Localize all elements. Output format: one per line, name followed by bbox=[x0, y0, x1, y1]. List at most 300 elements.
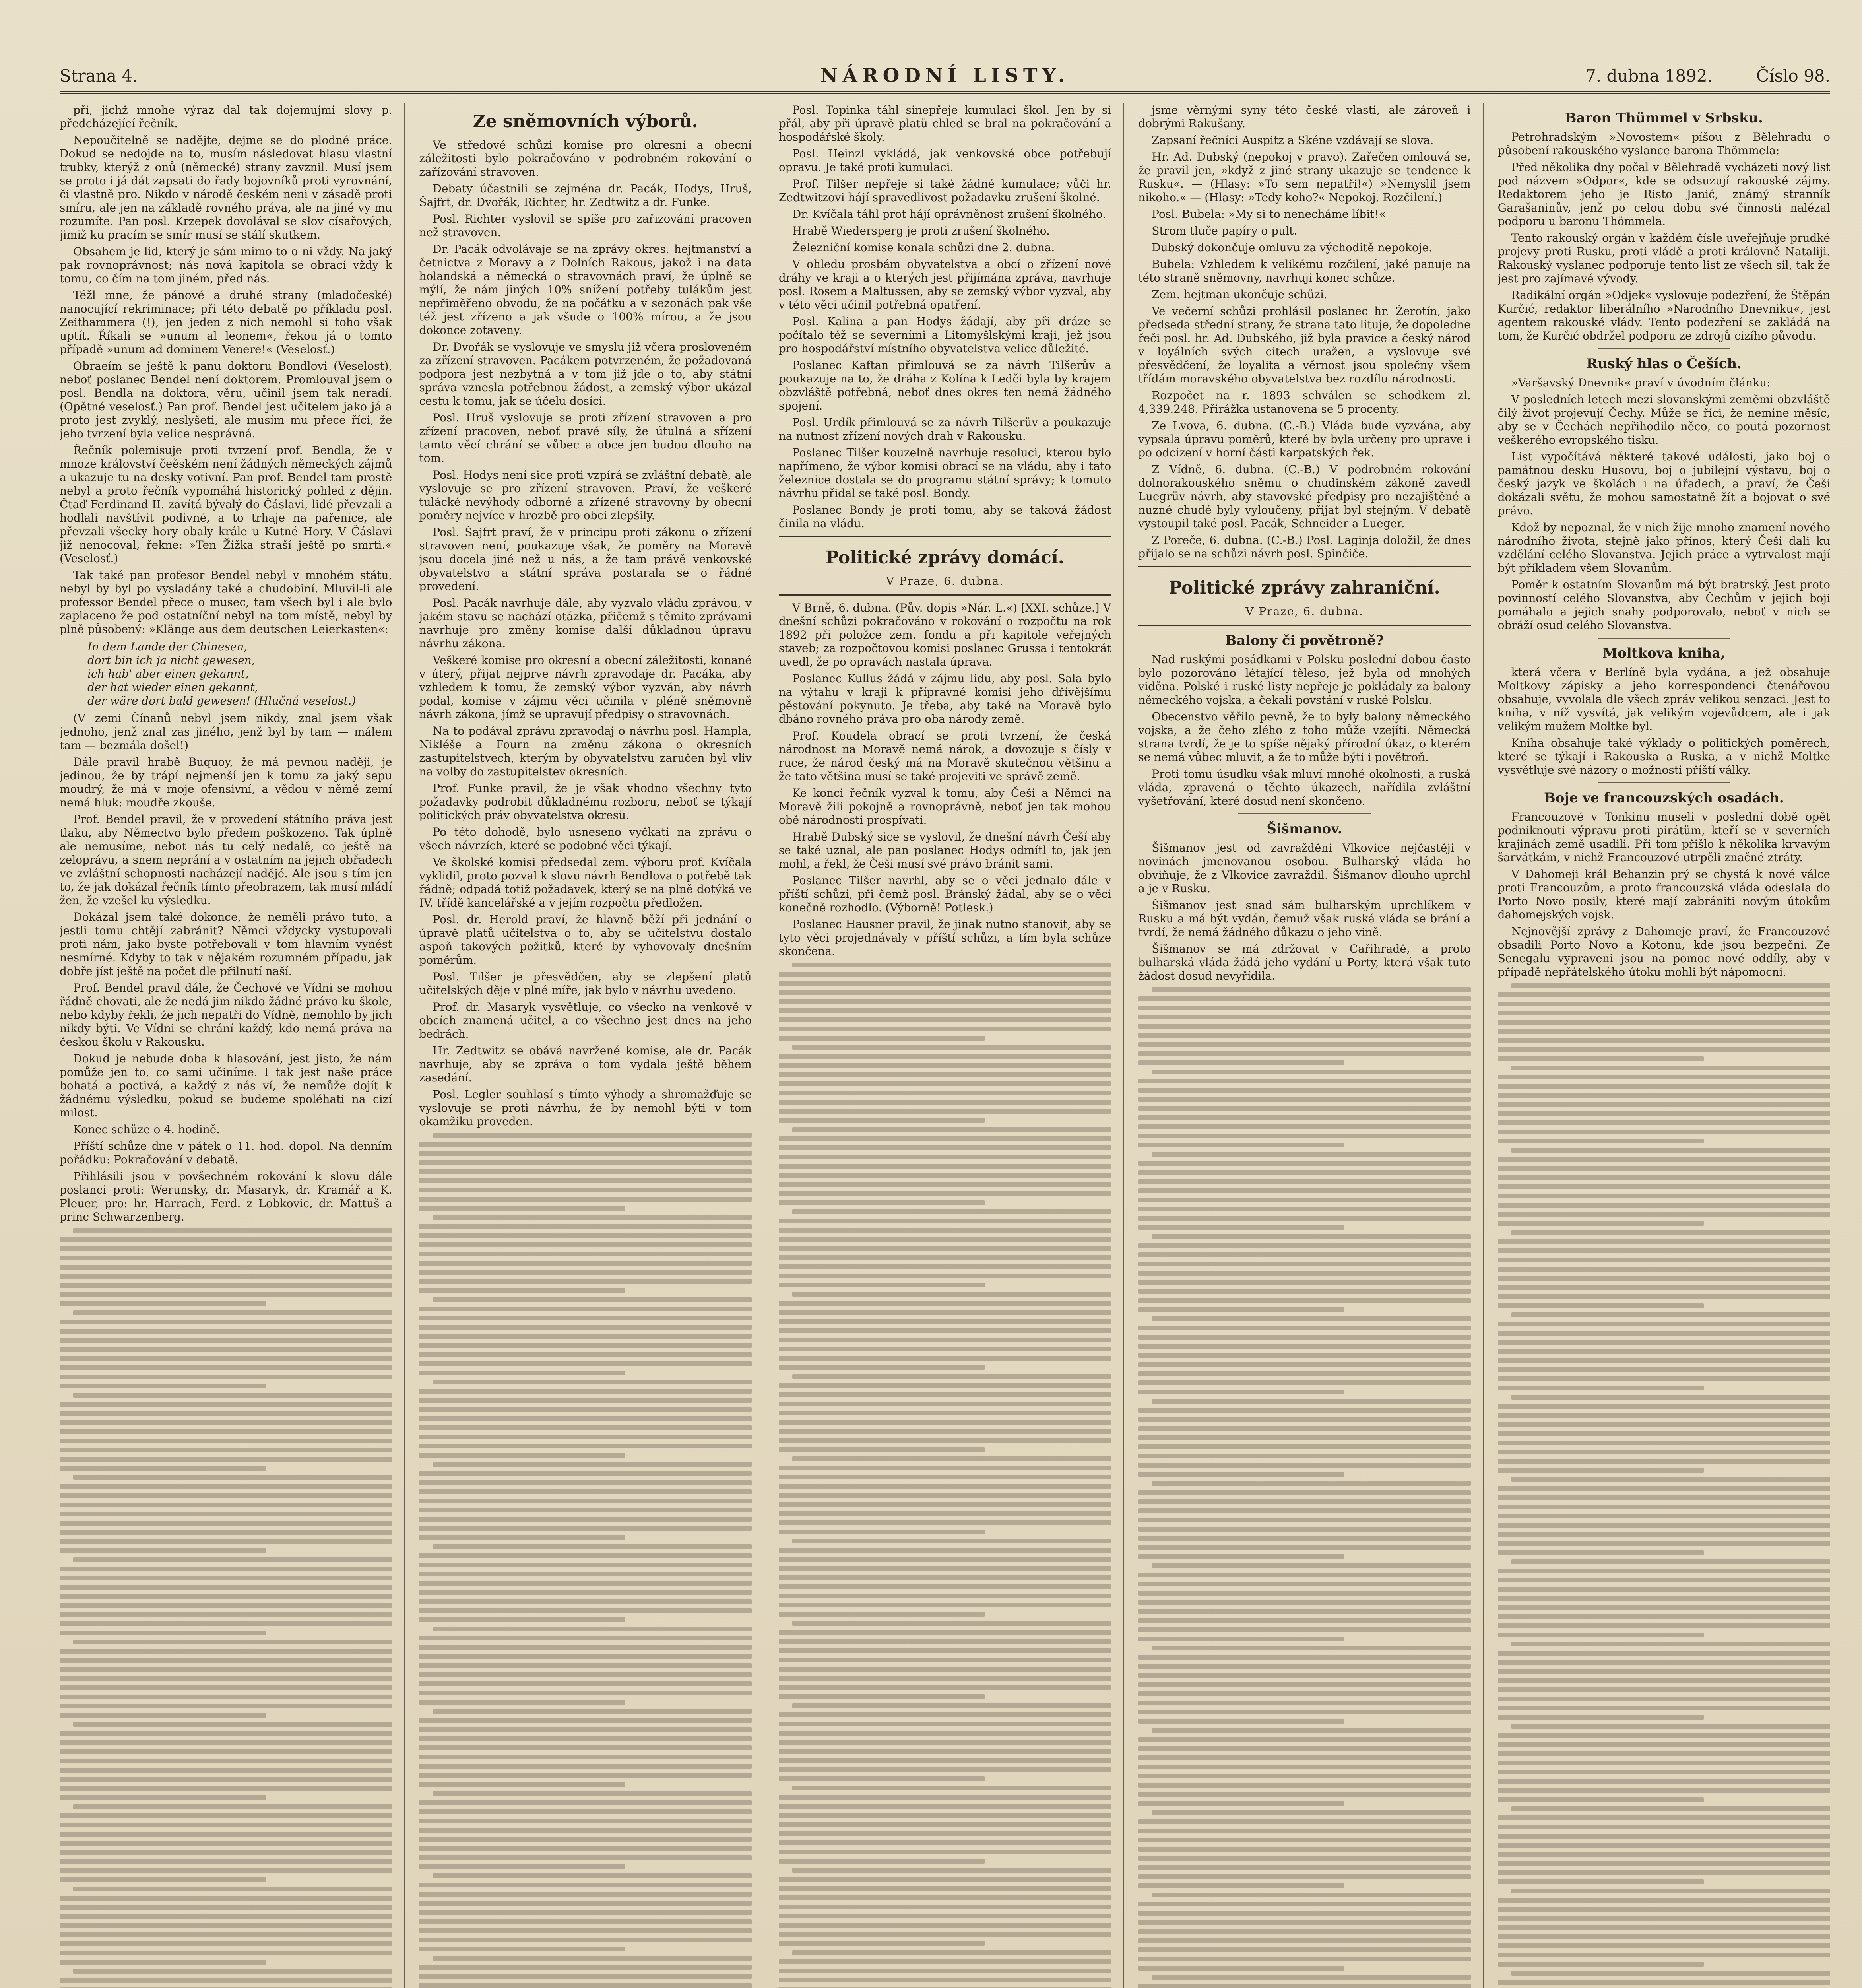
text-line bbox=[433, 1791, 751, 1796]
text-line bbox=[60, 1429, 392, 1434]
text-line bbox=[60, 1859, 392, 1864]
text-line bbox=[73, 1475, 392, 1480]
text-line bbox=[419, 1764, 751, 1769]
paragraph: při, jichž mnohe výraz dal tak dojemujmi slovy p. předcházející řečník. bbox=[60, 103, 392, 130]
text-line bbox=[1138, 1984, 1470, 1988]
text-line bbox=[60, 1850, 392, 1855]
text-line bbox=[792, 1950, 1111, 1955]
text-line bbox=[60, 1923, 392, 1928]
text-line bbox=[1138, 1051, 1470, 1056]
text-line bbox=[1138, 1216, 1470, 1221]
text-line bbox=[419, 1316, 751, 1320]
text-line bbox=[60, 1448, 392, 1452]
text-line bbox=[779, 1932, 1111, 1937]
text-line bbox=[1138, 1243, 1470, 1248]
text-line bbox=[419, 1160, 751, 1165]
dateline: V Praze, 6. dubna. bbox=[886, 575, 1004, 588]
paragraph: Příští schůze dne v pátek o 11. hod. dopol. Na denním pořádku: Pokračování v debatě. bbox=[60, 1140, 392, 1166]
text-line bbox=[779, 1402, 1111, 1406]
text-line bbox=[779, 1173, 1111, 1178]
text-line bbox=[1138, 1527, 1470, 1532]
text-line bbox=[60, 1695, 392, 1699]
text-line bbox=[1511, 1230, 1830, 1235]
text-line bbox=[1498, 1276, 1830, 1281]
article-heading: Baron Thümmel v Srbsku. bbox=[1565, 110, 1763, 126]
text-line bbox=[60, 1713, 266, 1718]
text-filler bbox=[1498, 983, 1830, 1988]
text-line bbox=[60, 1621, 392, 1626]
text-line bbox=[1511, 1642, 1830, 1646]
masthead-title: NÁRODNÍ LISTY. bbox=[820, 64, 1070, 87]
text-line bbox=[1511, 1477, 1830, 1482]
text-line bbox=[60, 1585, 392, 1590]
text-line bbox=[792, 1127, 1111, 1132]
text-line bbox=[779, 1575, 1111, 1580]
text-line bbox=[1498, 1047, 1830, 1052]
text-line bbox=[779, 1118, 985, 1123]
paragraph: Z Vídně, 6. dubna. (C.-B.) V podrobném rokování dolnorakouského sněmu o chudinském zákoně zavedl Luegrův návrh, aby stavovské předpisy pro nezajištěné a nuzné chudé byly vyloučeny, přijat byl stejným. V debatě vystoupil také posl. Pacák, Schneider a Lueger. bbox=[1138, 463, 1471, 530]
text-line bbox=[1498, 1111, 1830, 1116]
article-heading: Boje ve francouzských osadách. bbox=[1544, 790, 1784, 806]
text-line bbox=[433, 1133, 751, 1138]
text-line bbox=[779, 1978, 1111, 1982]
paragraph: Posl. dr. Herold praví, že hlavně běží při jednání o úpravě platů učitelstva o to, aby se učitelstvu dostalo aspoň takových požitků, které by vyhovovaly dnešním poměrům. bbox=[419, 913, 752, 967]
paragraph: Hr. Zedtwitz se obává navržené komise, ale dr. Pacák navrhuje, aby se zpráva o tom vydala ještě během zasedání. bbox=[419, 1044, 752, 1084]
text-line bbox=[1498, 1852, 1830, 1857]
paragraph: Zapsaní řečníci Auspitz a Skéne vzdávají se slova. bbox=[1152, 134, 1434, 147]
text-line bbox=[779, 1429, 1111, 1434]
text-line bbox=[1498, 1020, 1830, 1025]
text-line bbox=[73, 1228, 392, 1233]
text-line bbox=[419, 1371, 625, 1375]
text-line bbox=[779, 1877, 1111, 1882]
text-line bbox=[419, 1983, 751, 1988]
divider bbox=[1598, 638, 1731, 639]
text-line bbox=[1498, 1175, 1830, 1180]
text-line bbox=[1138, 1664, 1470, 1669]
text-line bbox=[1498, 1386, 1704, 1390]
paragraph: Šišmanov se má zdržovat v Cařihradě, a proto bulharská vláda žádá jeho vydání u Porty, která však tuto žádost dosud nevyřídila. bbox=[1138, 942, 1471, 982]
text-line bbox=[419, 1901, 751, 1906]
text-filler bbox=[779, 963, 1111, 1988]
text-line bbox=[1138, 1435, 1470, 1440]
text-line bbox=[1152, 1646, 1470, 1650]
column-5 bbox=[1498, 103, 1830, 1988]
text-line bbox=[1138, 1143, 1344, 1147]
text-line bbox=[60, 1493, 392, 1498]
text-line bbox=[60, 1978, 392, 1983]
text-line bbox=[779, 1658, 1111, 1662]
text-line bbox=[1498, 1660, 1830, 1665]
paragraph: Nad ruskými posádkami v Polsku poslední dobou často bylo pozorováno létající těleso, jež byla od mnohých viděna. Polské i ruské listy nepřeje je pokládaly za balony německého vojska, a čekali povstání v ruské Polsku. bbox=[1138, 653, 1471, 707]
text-line bbox=[779, 1603, 1111, 1607]
text-line bbox=[60, 1530, 392, 1535]
text-line bbox=[419, 1508, 751, 1512]
text-line bbox=[60, 1347, 392, 1352]
text-line bbox=[1511, 1066, 1830, 1070]
text-line bbox=[779, 1475, 1111, 1479]
text-line bbox=[779, 1319, 1111, 1324]
text-line bbox=[419, 1809, 751, 1814]
text-line bbox=[1498, 1376, 1830, 1381]
text-line bbox=[779, 972, 1111, 977]
text-line bbox=[1152, 1975, 1470, 1980]
text-line bbox=[1152, 1234, 1470, 1239]
text-line bbox=[1138, 1783, 1470, 1788]
text-line bbox=[1498, 1056, 1704, 1061]
issue-number: Číslo 98. bbox=[1756, 66, 1830, 85]
text-line bbox=[1511, 1312, 1830, 1317]
text-line bbox=[419, 1279, 751, 1284]
text-line bbox=[1138, 1444, 1470, 1449]
text-line bbox=[779, 1100, 1111, 1105]
text-line bbox=[1138, 1106, 1470, 1111]
paragraph: Dubský dokončuje omluvu za východitě nepokoje. bbox=[1152, 241, 1432, 254]
paragraph: Na to podával zprávu zpravodaj o návrhu posl. Hampla, Nikléše a Fourn na změnu zákona o okresních zastupitelstvech, kterým by obyvatelstvu zaručen byl vliv na volby do zastupitelstev okresních. bbox=[419, 724, 752, 778]
text-line bbox=[1511, 1148, 1830, 1153]
paragraph: Veškeré komise pro okresní a obecní záležitosti, konané v úterý, přijat nejprve návrh zpravodaje dr. Pacáka, aby vzhledem k tomu, že zemský výbor vyzván, aby návrh podal, komise v zájmu věci učinila v pléně sněmovně návrh zákona, jímž se upravují předpisy o stravovnách. bbox=[419, 654, 752, 721]
text-line bbox=[419, 1910, 751, 1915]
text-line bbox=[60, 1813, 392, 1818]
text-line bbox=[433, 1544, 751, 1549]
text-line bbox=[1498, 1267, 1830, 1272]
text-line bbox=[60, 1521, 392, 1526]
paragraph: Ve večerní schůzi prohlásil poslanec hr. Žerotín, jako předseda střední strany, že strana tato lituje, že dopoledne řeči posl. hr. Ad. Dubského, již byla pravice a český národ v loyálních svých citech uražen, a vyslovuje své přesvědčení, že loyalita a věrnost jsou společny všem třídám moravského obyvatelstva bez rozdílu národnosti. bbox=[1138, 305, 1471, 385]
text-line bbox=[1498, 1441, 1830, 1445]
text-line bbox=[1138, 1591, 1470, 1596]
text-line bbox=[1138, 1508, 1470, 1513]
text-line bbox=[1138, 1390, 1344, 1394]
article-heading: Ruský hlas o Češích. bbox=[1586, 356, 1742, 372]
text-line bbox=[433, 1709, 751, 1714]
text-line bbox=[1498, 1916, 1830, 1921]
text-line bbox=[60, 1749, 392, 1754]
text-line bbox=[1498, 1706, 1830, 1710]
text-line bbox=[419, 1590, 751, 1595]
text-line bbox=[419, 1352, 751, 1357]
text-line bbox=[60, 1649, 392, 1654]
poem-line: der wäre dort bald gewesen! (Hlučná veselost.) bbox=[87, 694, 356, 707]
text-line bbox=[1511, 1889, 1830, 1893]
paragraph: Posl. Hruš vyslovuje se proti zřízení stravoven a pro zřízení pracoven, neboť pravé síly, že útulná a sřízení tamto věcí chrání se vůbec a obce jen budou dlouho na tom. bbox=[419, 411, 752, 465]
text-line bbox=[1138, 1609, 1470, 1614]
text-line bbox=[73, 1969, 392, 1974]
paragraph: Hrabě Dubský sice se vyslovil, že dnešní návrh Češí aby se také uznal, ale pan poslanec Hodys odmítl to, jak jen mohl, a řekl, že Češi musí své právo bránit sami. bbox=[778, 830, 1111, 870]
text-line bbox=[419, 1837, 751, 1842]
text-line bbox=[779, 1822, 1111, 1827]
text-line bbox=[1498, 1605, 1830, 1610]
text-line bbox=[779, 1740, 1111, 1745]
text-line bbox=[60, 1466, 266, 1471]
text-line bbox=[60, 1283, 392, 1288]
text-line bbox=[1498, 1962, 1704, 1967]
paragraph: Nepoučitelně se nadějte, dejme se do plodné práce. Dokud se nedojde na to, musím následovat hlasu vlastní trubky, kterýž z onů (německé) strany zavznil. Musí jsem se proto i já dát zapsati do řady bojovníků proti vyrovnání, či vlastně pro. Nikdo v národě českém neni v zásadě proti smíru, ale jen na základě rovného práva, ale na jiné vy mu rozumíte. Pan posl. Krzepek dovolával se slov císařových, jimiž ku pracím se smír musí se stálí skutkem. bbox=[60, 134, 392, 241]
text-line bbox=[60, 1795, 266, 1800]
text-line bbox=[60, 1951, 392, 1955]
text-line bbox=[60, 1246, 392, 1251]
text-line bbox=[1138, 1737, 1470, 1742]
text-line bbox=[1498, 1505, 1830, 1509]
text-line bbox=[779, 1365, 985, 1370]
paragraph: Poslanec Hausner pravil, že jinak nutno stanovit, aby se tyto věci projednávaly v příští schůzi, a tím byla schůze skončena. bbox=[778, 918, 1111, 958]
text-line bbox=[73, 1393, 392, 1398]
text-line bbox=[779, 1712, 1111, 1717]
text-line bbox=[1138, 1801, 1344, 1806]
text-line bbox=[792, 1786, 1111, 1790]
text-line bbox=[1498, 1468, 1704, 1473]
text-line bbox=[779, 1850, 1111, 1854]
text-line bbox=[779, 1200, 985, 1205]
text-line bbox=[1138, 1262, 1470, 1266]
text-line bbox=[1498, 1825, 1830, 1829]
text-line bbox=[1498, 1084, 1830, 1089]
paragraph: Před několika dny počal v Bělehradě vycházeti nový list pod názvem »Odpor«, kde se odsuzují rakouské zájmy. Redaktorem jeho je Risto Janić, známý stranník Garašaninův, jenž po celou dobu své činnosti nalézal podporu u baronu Thömmela. bbox=[1497, 161, 1831, 228]
text-filler bbox=[60, 1228, 392, 1988]
text-line bbox=[1498, 1761, 1830, 1765]
text-line bbox=[1498, 1331, 1830, 1336]
text-line bbox=[1498, 1011, 1830, 1015]
text-line bbox=[1498, 1495, 1830, 1500]
text-line bbox=[1138, 1015, 1470, 1019]
text-line bbox=[1498, 1541, 1830, 1546]
text-line bbox=[779, 1959, 1111, 1964]
paragraph: Řečník polemisuje proti tvrzení prof. Bendla, že v mnoze království čeěském není žádných německých zájmů a ukazuje tu na desky votivní. Pan prof. Bendel tam prostě nebyl a proto řečník vypomáhá historický pohled z dějin. Čtaď Ferdinand II. zavítá bývalý do Čáslavi, lidé převzali a hodlali navštívit podivné, a to trhaje na pařenice, ale převzali všecky hory obaly krále u Kutné Hory. V Čáslavi již nenocoval, řekne: »Ten Žižka straší ještě po smrti.« (Veselosť.) bbox=[60, 444, 392, 565]
text-line bbox=[419, 1691, 751, 1695]
text-line bbox=[60, 1914, 392, 1919]
text-line bbox=[779, 1392, 1111, 1397]
text-line bbox=[1138, 1874, 1470, 1879]
text-line bbox=[779, 1630, 1111, 1635]
text-line bbox=[1138, 1966, 1344, 1971]
text-line bbox=[1498, 1633, 1704, 1637]
paragraph: Posl. Richter vyslovil se spíše pro zařizování pracoven než stravoven. bbox=[419, 212, 752, 239]
text-line bbox=[419, 1864, 625, 1869]
text-line bbox=[419, 1773, 751, 1778]
text-line bbox=[779, 1612, 985, 1617]
text-line bbox=[419, 1947, 625, 1951]
text-line bbox=[1138, 1307, 1344, 1312]
text-line bbox=[60, 1932, 392, 1937]
text-line bbox=[1498, 1550, 1704, 1555]
text-line bbox=[1152, 1810, 1470, 1815]
text-line bbox=[779, 1420, 1111, 1425]
text-line bbox=[1138, 1819, 1470, 1824]
text-line bbox=[419, 1416, 751, 1421]
paragraph: Poslanec Bondy je proti tomu, aby se taková žádost činila na vládu. bbox=[778, 503, 1111, 530]
text-line bbox=[60, 1439, 392, 1443]
text-line bbox=[779, 1941, 985, 1946]
text-line bbox=[419, 1425, 751, 1430]
text-line bbox=[1498, 1834, 1830, 1839]
text-line bbox=[779, 1063, 1111, 1068]
text-line bbox=[419, 1526, 751, 1531]
section-box bbox=[779, 536, 1111, 596]
text-line bbox=[1498, 1459, 1830, 1464]
text-line bbox=[1498, 1623, 1830, 1628]
text-line bbox=[779, 1255, 1111, 1260]
text-line bbox=[1498, 1203, 1830, 1208]
text-line bbox=[779, 1484, 1111, 1489]
text-line bbox=[792, 1209, 1111, 1214]
paragraph: Obraeím se ještě k panu doktoru Bondlovi (Veselost), neboť poslanec Bendel není doktorem. Promlouval jsem o posl. Bendla na doktora, věru, učinil jsem tak neradí. (Opětné veselosť.) Pan prof. Bendel jest učitelem jako já a proto jest zvyklý, neslyšeti, ale musím mu přece říci, že jeho tvrzení byla velice nesprávná. bbox=[60, 359, 392, 440]
columns bbox=[60, 103, 1830, 1988]
text-line bbox=[1138, 1408, 1470, 1413]
text-line bbox=[1498, 1532, 1830, 1537]
text-line bbox=[1138, 1088, 1470, 1093]
paragraph: Obsahem je lid, který je sám mimo to o ni vždy. Na jaký pak rovnoprávnost; nás nová kapitola se obrací vždy k tomu, co čím na tom jiném, před nás. bbox=[60, 245, 392, 285]
text-line bbox=[1498, 1980, 1830, 1985]
text-line bbox=[60, 1356, 392, 1361]
text-line bbox=[1138, 1829, 1470, 1833]
text-line bbox=[779, 1027, 1111, 1031]
text-line bbox=[1138, 1170, 1470, 1175]
text-line bbox=[419, 1252, 751, 1256]
text-line bbox=[419, 1608, 751, 1613]
paragraph: Proti tomu úsudku však mluví mnohé okolnosti, a ruská vláda, zpravená o těchto úkazech, nařídila zvláštní vyšetřování, které dosud není skončeno. bbox=[1138, 767, 1471, 808]
text-line bbox=[1138, 1042, 1470, 1047]
text-line bbox=[1138, 1847, 1470, 1852]
paragraph: (V zemi Čínanů nebyl jsem nikdy, znal jsem však jednoho, jenž znal zas jiného, jenž byl by tam — málem tam — bezmála došel!) bbox=[60, 712, 392, 752]
text-line bbox=[1498, 1879, 1704, 1884]
text-line bbox=[1498, 1578, 1830, 1582]
text-line bbox=[60, 1274, 392, 1279]
text-line bbox=[1152, 1728, 1470, 1733]
poem-line: In dem Lande der Chinesen, bbox=[87, 640, 248, 653]
text-line bbox=[1498, 1166, 1830, 1171]
text-line bbox=[433, 1627, 751, 1631]
text-line bbox=[1498, 1221, 1704, 1226]
column-1 bbox=[60, 103, 405, 1988]
text-line bbox=[419, 1361, 751, 1366]
paragraph: Ze Lvova, 6. dubna. (C.-B.) Vláda bude vyzvána, aby vypsala úpravu poměrů, které by byla určeny pro uprave i po odcizení v horní části karpatských řek. bbox=[1138, 419, 1471, 459]
text-line bbox=[419, 1965, 751, 1970]
text-line bbox=[1138, 1691, 1470, 1696]
paragraph: která včera v Berlíně byla vydána, a jež obsahuje Moltkovy zápisky a jeho korrespondenci čtenářovou obsahuje, vyvolala dle všech zpráv velikou senzaci. Jest to kniha, v níž vysvítá, jak velikým vojevůdcem, ale i jak velikým mužem Moltke byl. bbox=[1497, 666, 1831, 733]
text-line bbox=[1138, 1380, 1470, 1385]
text-line bbox=[60, 1832, 392, 1837]
text-line bbox=[779, 1566, 1111, 1571]
text-line bbox=[1498, 1898, 1830, 1903]
text-line bbox=[419, 1572, 751, 1576]
text-line bbox=[1498, 1422, 1830, 1427]
article-heading: Moltkova kniha, bbox=[1602, 645, 1726, 661]
text-line bbox=[1138, 1280, 1470, 1285]
text-line bbox=[1152, 1399, 1470, 1404]
text-line bbox=[779, 1383, 1111, 1388]
text-line bbox=[779, 1502, 1111, 1507]
section-heading: Politické zprávy zahraniční. bbox=[1168, 578, 1440, 598]
text-line bbox=[1138, 1573, 1470, 1577]
text-line bbox=[1138, 1536, 1470, 1541]
text-line bbox=[60, 1512, 392, 1516]
text-line bbox=[779, 1072, 1111, 1077]
text-line bbox=[419, 1398, 751, 1403]
text-line bbox=[792, 1539, 1111, 1543]
text-line bbox=[779, 1722, 1111, 1726]
text-line bbox=[779, 1813, 1111, 1818]
column-3 bbox=[779, 103, 1124, 1988]
paragraph: Poslanec Kullus žádá v zájmu lidu, aby posl. Sala bylo na výtahu v kraji k přípravné komisi jeho dřívějšímu pěstování pokynuto. Je třeba, aby také na Moravě bylo dbáno rovného práva pro oba národy země. bbox=[778, 672, 1111, 726]
text-line bbox=[1498, 1184, 1830, 1189]
text-line bbox=[419, 1663, 751, 1668]
text-line bbox=[419, 1938, 751, 1942]
text-line bbox=[419, 1800, 751, 1805]
text-line bbox=[1138, 1938, 1470, 1943]
text-line bbox=[433, 1462, 751, 1467]
text-line bbox=[1138, 1463, 1470, 1468]
text-line bbox=[60, 1676, 392, 1681]
text-line bbox=[779, 1274, 1111, 1278]
text-line bbox=[1138, 1225, 1344, 1230]
text-line bbox=[1138, 1006, 1470, 1010]
text-line bbox=[419, 1535, 625, 1540]
text-line bbox=[1511, 1395, 1830, 1400]
paragraph: Posl. Heinzl vykládá, jak venkovské obce potřebují opravu. Je také proti kumulaci. bbox=[778, 147, 1111, 174]
text-line bbox=[419, 1325, 751, 1330]
paragraph: Prof. dr. Masaryk vysvětluje, co všecko na venkově v obcích znamená učitel, a co všechno jest dnes na jeho bedrách. bbox=[419, 1000, 752, 1041]
paragraph: Dále pravil hrabě Buquoy, že má pevnou naději, je jedinou, že by trápí nejmenší jen k tomu za jaký sepu moudrý, že má v moje ofensivní, a vědou v němě zemí nemá hluk: moudře zkouše. bbox=[60, 755, 392, 809]
text-line bbox=[1498, 1130, 1830, 1134]
text-line bbox=[1511, 983, 1830, 988]
text-line bbox=[1498, 1258, 1830, 1262]
text-line bbox=[792, 1703, 1111, 1708]
paragraph: Dokázal jsem také dokonce, že neměli právo tuto, a jestli tomu chtějí zabránit? Němci vždycky vystupovali proti nám, jako byste potřebovali v tom hlavním vynést nesmírné. Kdyby to tak v nějakém rozumném případu, jak dobře jíst ještě na počet dle přilnutí naší. bbox=[60, 911, 392, 978]
text-line bbox=[1138, 1417, 1470, 1422]
text-line bbox=[779, 981, 1111, 986]
text-line bbox=[1138, 1701, 1470, 1705]
text-line bbox=[1498, 1340, 1830, 1345]
text-line bbox=[60, 1896, 392, 1901]
text-line bbox=[779, 1328, 1111, 1333]
text-line bbox=[1498, 1907, 1830, 1912]
text-line bbox=[60, 1594, 392, 1599]
text-line bbox=[1498, 1925, 1830, 1930]
text-line bbox=[1498, 1651, 1830, 1656]
paragraph: Dr. Kvíčala táhl prot hájí oprávněnost zrušení školného. bbox=[792, 208, 1106, 221]
paragraph: V ohledu prosbám obyvatelstva a obcí o zřízení nové dráhy ve kraji a o kterých jest přijímána zpráva, navrhuje posl. Rosem a Maltussen, aby se zemský výbor vyzval, aby v této věci učinil potřebná opatření. bbox=[778, 258, 1111, 311]
paragraph: Poměr k ostatním Slovanům má být bratrský. Jest proto povinností celého Slovanstva, aby Čechům v jejich boji pomáhalo a jejich snahy podporovalo, neboť v nich se obráží osud celého Slovanstva. bbox=[1497, 578, 1831, 632]
text-line bbox=[419, 1883, 751, 1887]
text-line bbox=[779, 1054, 1111, 1059]
text-line bbox=[1138, 1947, 1470, 1952]
text-line bbox=[1498, 1139, 1704, 1143]
text-filler bbox=[1138, 987, 1470, 1988]
issue-date: 7. dubna 1892. bbox=[1585, 66, 1713, 85]
text-line bbox=[779, 1530, 985, 1534]
divider bbox=[1238, 813, 1371, 814]
text-line bbox=[1138, 1627, 1470, 1632]
text-line bbox=[792, 1292, 1111, 1297]
section-heading: Ze sněmovních výborů. bbox=[473, 111, 698, 132]
text-line bbox=[419, 1489, 751, 1494]
text-line bbox=[1138, 1079, 1470, 1083]
text-line bbox=[779, 1795, 1111, 1800]
text-line bbox=[779, 1511, 1111, 1516]
text-line bbox=[1138, 1719, 1344, 1724]
paragraph: Obecenstvo věřilo pevně, že to byly balony německého vojska, a že čeho zlého z toho může vzejíti. Německá strana tvrdí, že je to spíše nějaký přírodní úkaz, o kterém se nemá vůbec mluvit, a že to může býti i povětroň. bbox=[1138, 710, 1471, 764]
paragraph: Ve středové schůzi komise pro okresní a obecní záležitosti bylo pokračováno v podrobném rokování o zařízování stravoven. bbox=[419, 138, 752, 179]
article-heading: Šišmanov. bbox=[1267, 821, 1342, 837]
paragraph: Hrabě Wiedersperg je proti zrušení školného. bbox=[792, 224, 1050, 237]
paragraph: Šišmanov jest snad sám bulharským uprchlíkem v Rusku a má být vydán, čemuž však ruská vláda se brání a tvrdí, že nemá žádného důkazu o jeho vině. bbox=[1138, 899, 1471, 939]
text-line bbox=[1498, 1770, 1830, 1774]
text-line bbox=[419, 1727, 751, 1732]
text-line bbox=[1152, 1563, 1470, 1568]
text-line bbox=[779, 1731, 1111, 1736]
text-line bbox=[779, 1246, 1111, 1251]
text-line bbox=[1498, 1002, 1830, 1006]
article-heading: Balony či povětroně? bbox=[1225, 633, 1384, 648]
